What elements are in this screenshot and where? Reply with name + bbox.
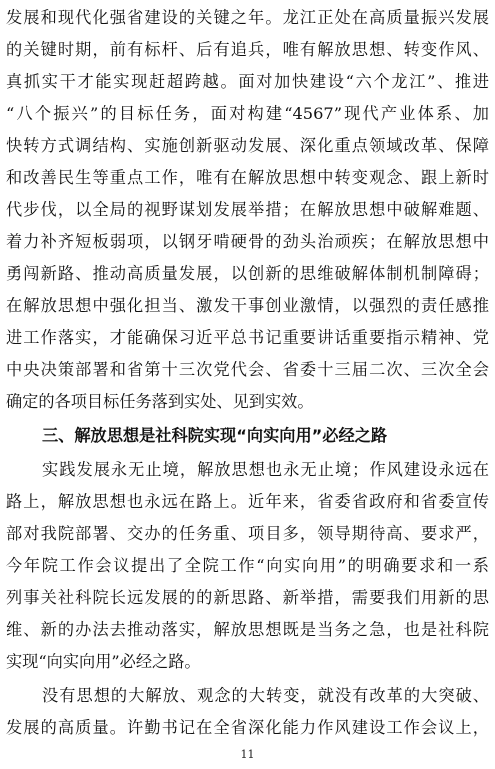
paragraph2-line-1: 实践发展永无止境，解放思想也永无止境；作风建设永远在 <box>42 460 489 479</box>
paragraph2-line-2: 路上，解放思想也永远在路上。近年来，省委省政府和省委宣传 <box>6 492 489 511</box>
body-line-12: 中央决策部署和省第十三次党代会、省委十三届二次、三次全会 <box>6 360 489 379</box>
body-line-11: 进工作落实，才能确保习近平总书记重要讲话重要指示精神、党 <box>6 328 489 347</box>
body-line-13: 确定的各项目标任务落到实处、见到实效。 <box>6 392 314 411</box>
body-line-8: 着力补齐短板弱项，以钢牙啃硬骨的劲头治顽疾；在解放思想中 <box>6 232 489 251</box>
body-line-6: 和改善民生等重点工作，唯有在解放思想中转变观念、跟上新时 <box>6 168 489 187</box>
body-line-10: 在解放思想中强化担当、激发干事创业激情，以强烈的责任感推 <box>6 296 489 315</box>
body-line-3: 真抓实干才能实现赶超跨越。面对加快建设“六个龙江”、推进 <box>6 72 489 91</box>
paragraph2-line-3: 部对我院部署、交办的任务重、项目多，领导期待高、要求严， <box>6 524 489 543</box>
paragraph2-line-4: 今年院工作会议提出了全院工作“向实向用”的明确要求和一系 <box>6 556 489 575</box>
page-number: 11 <box>240 748 255 761</box>
paragraph2-line-5: 列事关社科院长远发展的的新思路、新举措，需要我们用新的思 <box>6 588 489 607</box>
body-line-4: “八个振兴”的目标任务，面对构建“4567”现代产业体系、加 <box>6 104 489 123</box>
body-line-7: 代步伐，以全局的视野谋划发展举措；在解放思想中破解难题、 <box>6 200 489 219</box>
paragraph3-line-2: 发展的高质量。许勤书记在全省深化能力作风建设工作会议上， <box>6 718 489 737</box>
body-line-5: 快转方式调结构、实施创新驱动发展、深化重点领域改革、保障 <box>6 136 489 155</box>
section-heading: 三、解放思想是社科院实现“向实向用”必经之路 <box>42 426 388 445</box>
paragraph2-line-7: 实现“向实向用”必经之路。 <box>6 652 201 671</box>
body-line-9: 勇闯新路、推动高质量发展，以创新的思维破解体制机制障碍； <box>6 264 489 283</box>
body-line-2: 的关键时期，前有标杆、后有追兵，唯有解放思想、转变作风、 <box>6 40 489 59</box>
body-line-1: 发展和现代化强省建设的关键之年。龙江正处在高质量振兴发展 <box>6 8 489 27</box>
paragraph2-line-6: 维、新的办法去推动落实，解放思想既是当务之急，也是社科院 <box>6 620 489 639</box>
paragraph3-line-1: 没有思想的大解放、观念的大转变，就没有改革的大突破、 <box>42 686 489 705</box>
